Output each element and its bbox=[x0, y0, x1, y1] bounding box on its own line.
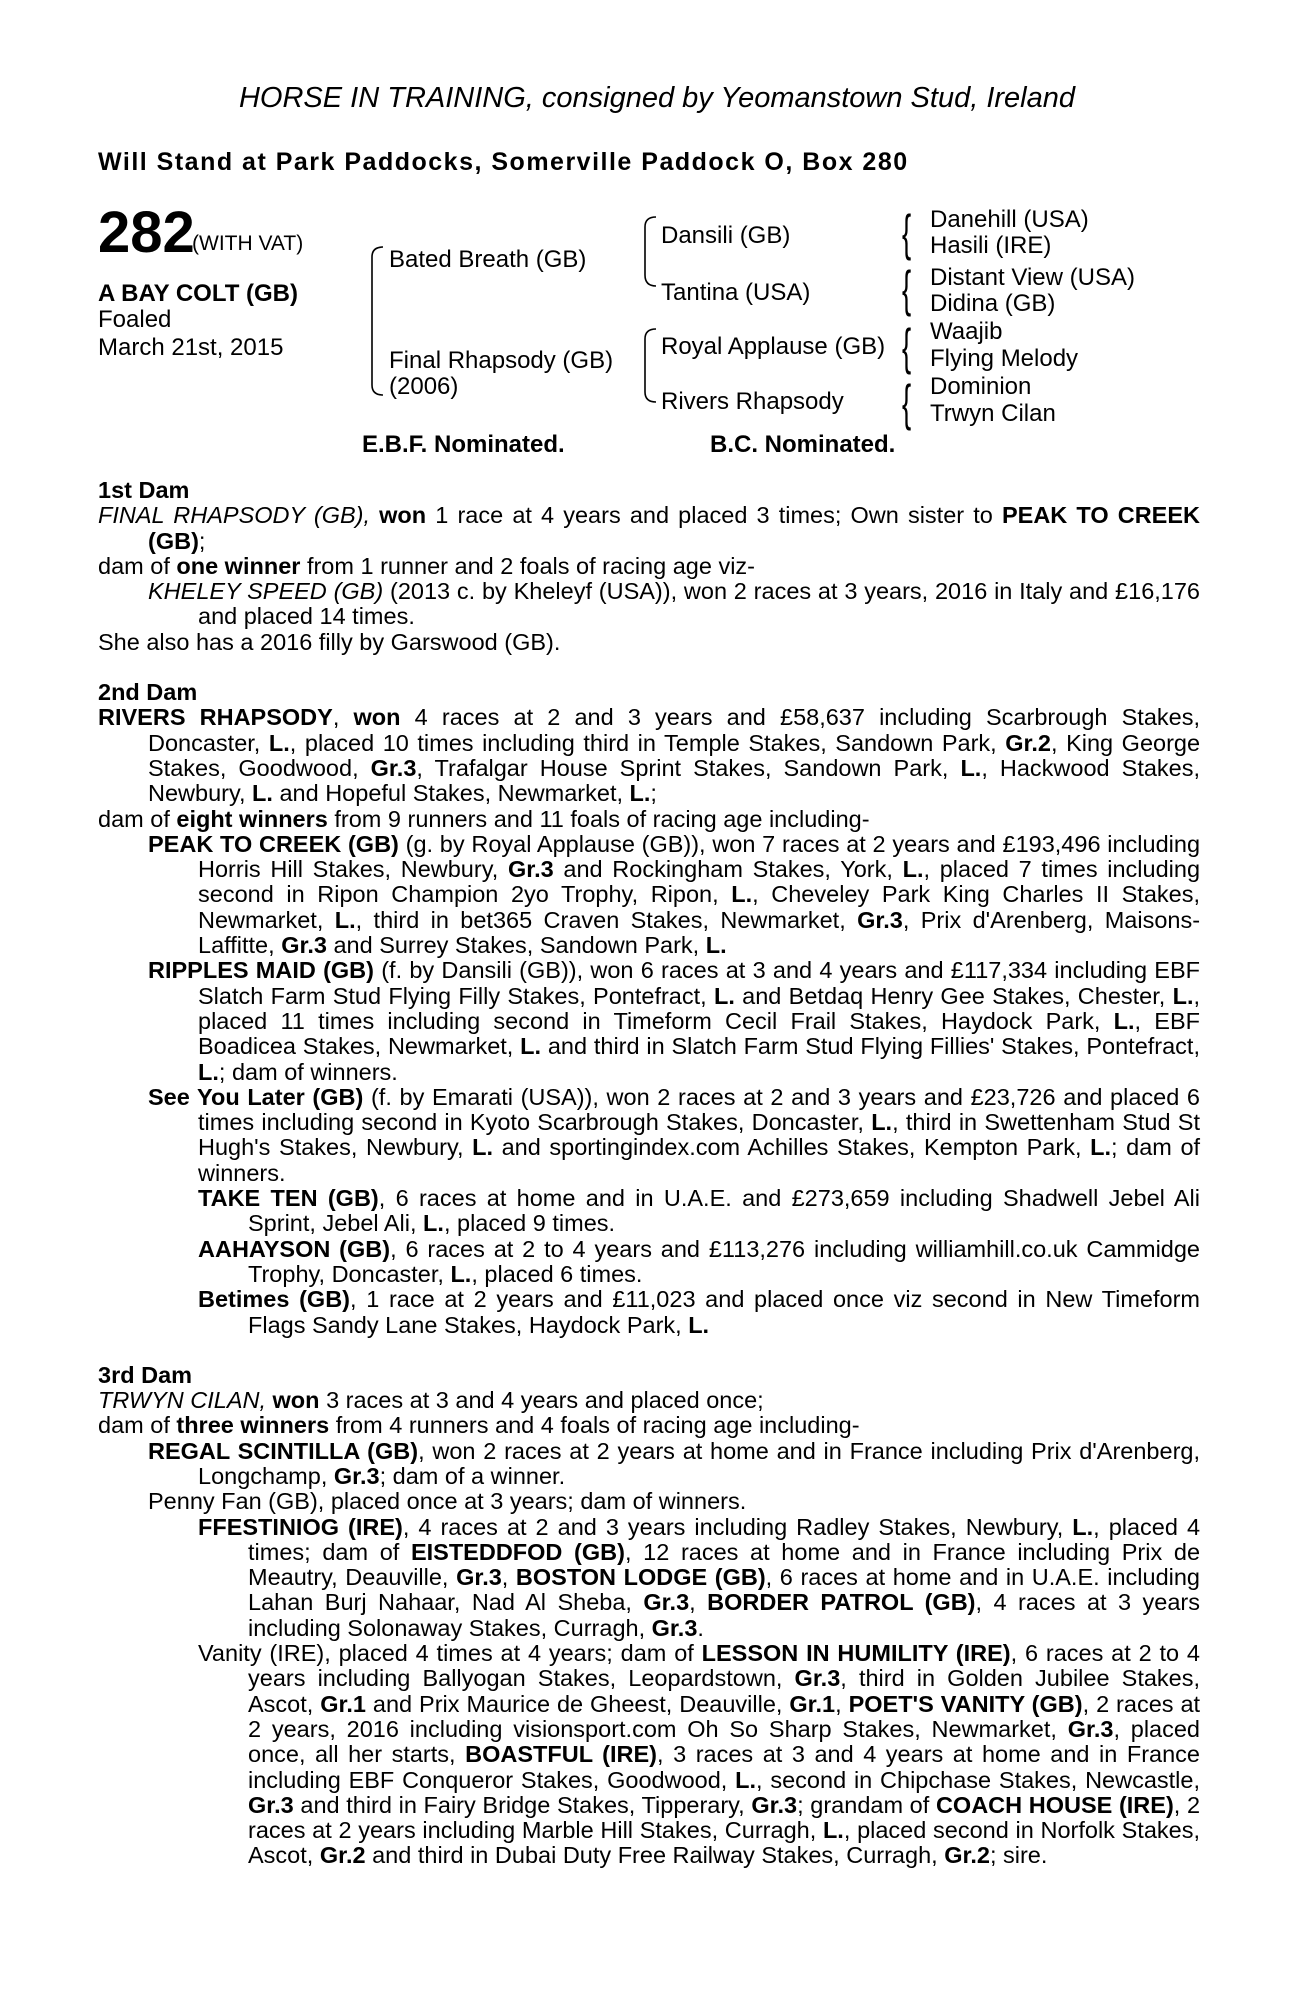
gg-4: Didina (GB) bbox=[930, 290, 1056, 317]
bc-nominated: B.C. Nominated. bbox=[710, 431, 896, 458]
pedigree-brackets bbox=[0, 0, 1314, 460]
third-dam-produce: dam of three winners from 4 runners and 4 foals of racing age including- bbox=[98, 1412, 860, 1439]
first-dam-heading: 1st Dam bbox=[98, 477, 190, 503]
produce-vanity: Vanity (IRE), placed 4 times at 4 years; dam of LESSON IN HUMILITY (IRE), 6 races at 2 to 4 years including Ballyogan Stakes, Leopardstown, Gr.3, third in Golden Jubilee Stakes, Ascot, Gr.1 and Prix Maurice de Gheest, Deauville, Gr.1, POET'S VANITY (GB), 2 races at 2 years, 2016 including visionsport.com Oh So Sharp Stakes, Newmarket, Gr.3, placed once, all her starts, BOASTFUL (IRE), 3 races at 3 and 4 years at home and in France including EBF Conqueror Stakes, Goodwood, L., second in Chipchase Stakes, Newcastle, Gr.3 and third in Fairy Bridge Stakes, Tipperary, Gr.3; grandam of COACH HOUSE (IRE), 2 races at 2 years including Marble Hill Stakes, Curragh, L., placed second in Norfolk Stakes, Ascot, Gr.2 and third in Dubai Duty Free Railway Stakes, Curragh, Gr.2; sire. bbox=[198, 1640, 1201, 1869]
vat-label: (WITH VAT) bbox=[192, 232, 304, 255]
brace-1: { bbox=[902, 205, 912, 261]
sire-dam: Tantina (USA) bbox=[661, 279, 811, 306]
produce-regal-scintilla: REGAL SCINTILLA (GB), won 2 races at 2 years at home and in France including Prix d'Arenberg, Longchamp, Gr.3; dam of a winner. bbox=[148, 1437, 1201, 1489]
second-dam-heading: 2nd Dam bbox=[98, 679, 198, 706]
gg-1: Danehill (USA) bbox=[930, 206, 1089, 233]
dam-year: (2006) bbox=[389, 373, 459, 400]
sire-sire: Dansili (GB) bbox=[661, 222, 791, 249]
stand-location: Will Stand at Park Paddocks, Somerville Paddock O, Box 280 bbox=[98, 148, 909, 176]
gg-8: Trwyn Cilan bbox=[930, 400, 1056, 427]
produce-aahayson: AAHAYSON (GB), 6 races at 2 to 4 years and £113,276 including williamhill.co.uk Cammidge Trophy, Doncaster, L., placed 6 times. bbox=[198, 1235, 1201, 1287]
produce-betimes: Betimes (GB), 1 race at 2 years and £11,023 and placed once viz second in New Timeform Flags Sandy Lane Stakes, Haydock Park, L. bbox=[198, 1286, 1200, 1338]
third-dam-summary: TRWYN CILAN, won 3 races at 3 and 4 years and placed once; bbox=[98, 1387, 764, 1414]
sire: Bated Breath (GB) bbox=[389, 246, 587, 273]
consignor-header: HORSE IN TRAINING, consigned by Yeomanstown Stud, Ireland bbox=[238, 82, 1075, 114]
lot-description: A BAY COLT (GB) bbox=[98, 280, 299, 307]
produce-see-you-later: See You Later (GB) (f. by Emarati (USA)), won 2 races at 2 and 3 years and £23,726 and placed 6 times including second in Kyoto Scarbrough Stakes, Doncaster, L., third in Swettenham Stud St Hugh's Stakes, Newbury, L. and sportingindex.com Achilles Stakes, Kempton Park, L.; dam of winners. bbox=[148, 1083, 1201, 1186]
dam: Final Rhapsody (GB) bbox=[389, 347, 614, 374]
dam-bracket bbox=[645, 329, 656, 402]
produce-record bbox=[98, 478, 1200, 1869]
gg-3: Distant View (USA) bbox=[930, 264, 1135, 291]
first-dam-also: She also has a 2016 filly by Garswood (GB). bbox=[98, 628, 561, 655]
produce-ripples-maid: RIPPLES MAID (GB) (f. by Dansili (GB)), won 6 races at 3 and 4 years and £117,334 including EBF Slatch Farm Stud Flying Filly Stakes, Pontefract, L. and Betdaq Henry Gee Stakes, Chester, L., placed 11 times including second in Timeform Cecil Frail Stakes, Haydock Park, L., EBF Boadicea Stakes, Newmarket, L. and third in Slatch Farm Stud Flying Fillies' Stakes, Pontefract, L.; dam of winners. bbox=[148, 957, 1201, 1085]
first-dam-summary: FINAL RHAPSODY (GB), won 1 race at 4 years and placed 3 times; Own sister to PEAK TO CREEK (GB); bbox=[98, 502, 1200, 554]
ebf-nominated: E.B.F. Nominated. bbox=[362, 431, 565, 458]
first-dam-foal-1: KHELEY SPEED (GB) (2013 c. by Kheleyf (USA)), won 2 races at 3 years, 2016 in Italy and £16,176 and placed 14 times. bbox=[148, 578, 1200, 630]
produce-ffestiniog: FFESTINIOG (IRE), 4 races at 2 and 3 years including Radley Stakes, Newbury, L., placed 4 times; dam of EISTEDDFOD (GB), 12 races at home and in France including Prix de Meautry, Deauville, Gr.3, BOSTON LODGE (GB), 6 races at home and in U.A.E. including Lahan Burj Nahaar, Nad Al Sheba, Gr.3, BORDER PATROL (GB), 4 races at 3 years including Solonaway Stakes, Curragh, Gr.3. bbox=[198, 1513, 1201, 1641]
gg-2: Hasili (IRE) bbox=[930, 232, 1052, 259]
foaled-label: Foaled bbox=[98, 306, 172, 333]
brace-2: { bbox=[902, 261, 912, 317]
third-dam-heading: 3rd Dam bbox=[98, 1361, 193, 1388]
gg-7: Dominion bbox=[930, 373, 1032, 400]
foaled-date: March 21st, 2015 bbox=[98, 334, 284, 361]
dam-dam: Rivers Rhapsody bbox=[661, 388, 844, 415]
produce-take-ten: TAKE TEN (GB), 6 races at home and in U.A.E. and £273,659 including Shadwell Jebel Ali Sprint, Jebel Ali, L., placed 9 times. bbox=[198, 1185, 1200, 1237]
sire-dam-bracket bbox=[372, 247, 383, 395]
produce-peak-to-creek: PEAK TO CREEK (GB) (g. by Royal Applause (GB)), won 7 races at 2 years and £193,496 including Horris Hill Stakes, Newbury, Gr.3 and Rockingham Stakes, York, L., placed 7 times including second in Ripon Champion 2yo Trophy, Ripon, L., Cheveley Park King Charles II Stakes, Newmarket, L., third in bet365 Craven Stakes, Newmarket, Gr.3, Prix d'Arenberg, Maisons-Laffitte, Gr.3 and Surrey Stakes, Sandown Park, L. bbox=[148, 830, 1201, 959]
brace-3: { bbox=[902, 319, 912, 375]
gg-5: Waajib bbox=[930, 318, 1003, 345]
second-dam-produce: dam of eight winners from 9 runners and 11 foals of racing age including- bbox=[98, 805, 870, 832]
lot-number: 282 bbox=[98, 200, 195, 265]
sire-bracket bbox=[645, 217, 656, 286]
brace-4: { bbox=[902, 375, 912, 431]
second-dam-summary: RIVERS RHAPSODY, won 4 races at 2 and 3 years and £58,637 including Scarbrough Stakes, Doncaster, L., placed 10 times including third in Temple Stakes, Sandown Park, Gr.2, King George Stakes, Goodwood, Gr.3, Trafalgar House Sprint Stakes, Sandown Park, L., Hackwood Stakes, Newbury, L. and Hopeful Stakes, Newmarket, L.; bbox=[98, 704, 1201, 807]
produce-penny-fan: Penny Fan (GB), placed once at 3 years; dam of winners. bbox=[148, 1488, 747, 1515]
gg-6: Flying Melody bbox=[930, 345, 1079, 372]
first-dam-produce: dam of one winner from 1 runner and 2 foals of racing age viz- bbox=[98, 552, 755, 579]
dam-sire: Royal Applause (GB) bbox=[661, 333, 886, 360]
